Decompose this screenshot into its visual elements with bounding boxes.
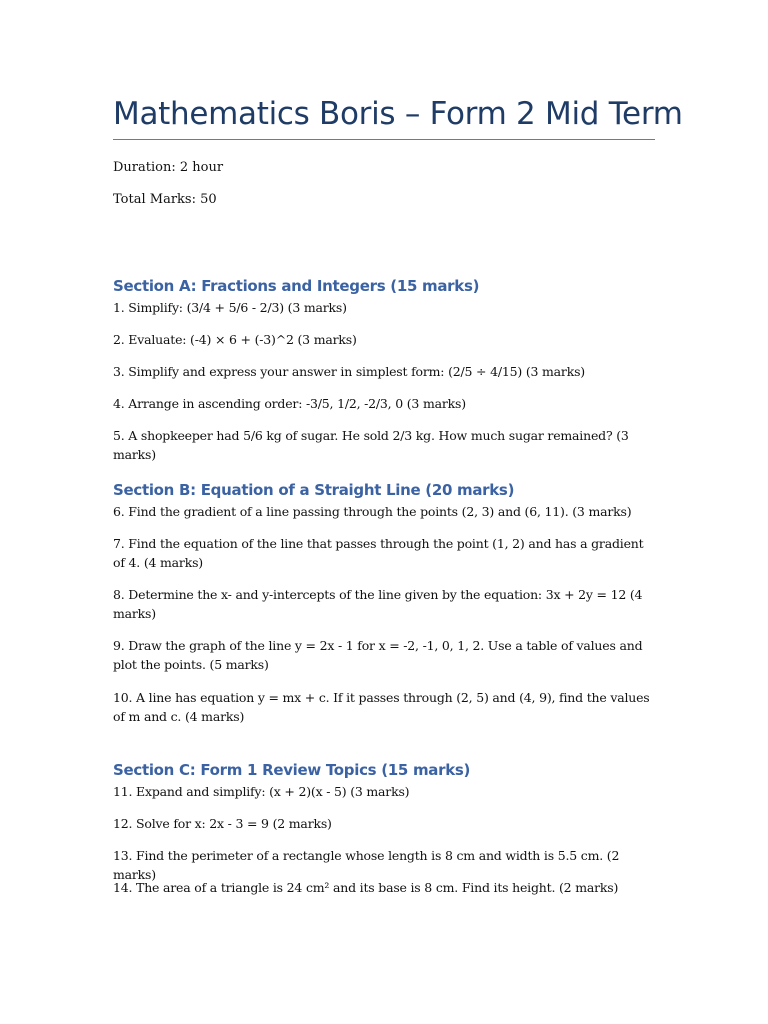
question-13: 13. Find the perimeter of a rectangle whose length is 8 cm and width is 5.5 cm. (2 marks)	[113, 848, 620, 882]
total-marks-text: Total Marks: 50	[113, 192, 217, 207]
question-11: 11. Expand and simplify: (x + 2)(x - 5) (3 marks)	[113, 784, 410, 799]
question-6: 6. Find the gradient of a line passing through the points (2, 3) and (6, 11). (3 marks)	[113, 504, 632, 519]
question-2: 2. Evaluate: (-4) × 6 + (-3)^2 (3 marks)	[113, 332, 357, 347]
question-3: 3. Simplify and express your answer in simplest form: (2/5 ÷ 4/15) (3 marks)	[113, 364, 585, 379]
section-a-heading: Section A: Fractions and Integers (15 marks)	[113, 277, 480, 295]
question-7: 7. Find the equation of the line that passes through the point (1, 2) and has a gradient of 4. (4 marks)	[113, 536, 644, 570]
question-1: 1. Simplify: (3/4 + 5/6 - 2/3) (3 marks)	[113, 300, 347, 315]
question-9: 9. Draw the graph of the line y = 2x - 1 for x = -2, -1, 0, 1, 2. Use a table of values and plot the points. (5 marks)	[113, 638, 643, 672]
question-12: 12. Solve for x: 2x - 3 = 9 (2 marks)	[113, 816, 332, 831]
section-c-heading: Section C: Form 1 Review Topics (15 marks)	[113, 761, 471, 779]
question-8: 8. Determine the x- and y-intercepts of the line given by the equation: 3x + 2y = 12 (4 marks)	[113, 587, 643, 621]
question-14: 14. The area of a triangle is 24 cm² and its base is 8 cm. Find its height. (2 marks)	[113, 880, 619, 895]
document-title: Mathematics Boris – Form 2 Mid Term	[113, 96, 683, 132]
title-underline	[113, 139, 655, 140]
question-10: 10. A line has equation y = mx + c. If it passes through (2, 5) and (4, 9), find the values of m and c. (4 marks)	[113, 690, 650, 724]
section-b-heading: Section B: Equation of a Straight Line (20 marks)	[113, 481, 515, 499]
duration-text: Duration: 2 hour	[113, 160, 224, 175]
question-5: 5. A shopkeeper had 5/6 kg of sugar. He sold 2/3 kg. How much sugar remained? (3 marks)	[113, 428, 629, 462]
question-4: 4. Arrange in ascending order: -3/5, 1/2, -2/3, 0 (3 marks)	[113, 396, 466, 411]
